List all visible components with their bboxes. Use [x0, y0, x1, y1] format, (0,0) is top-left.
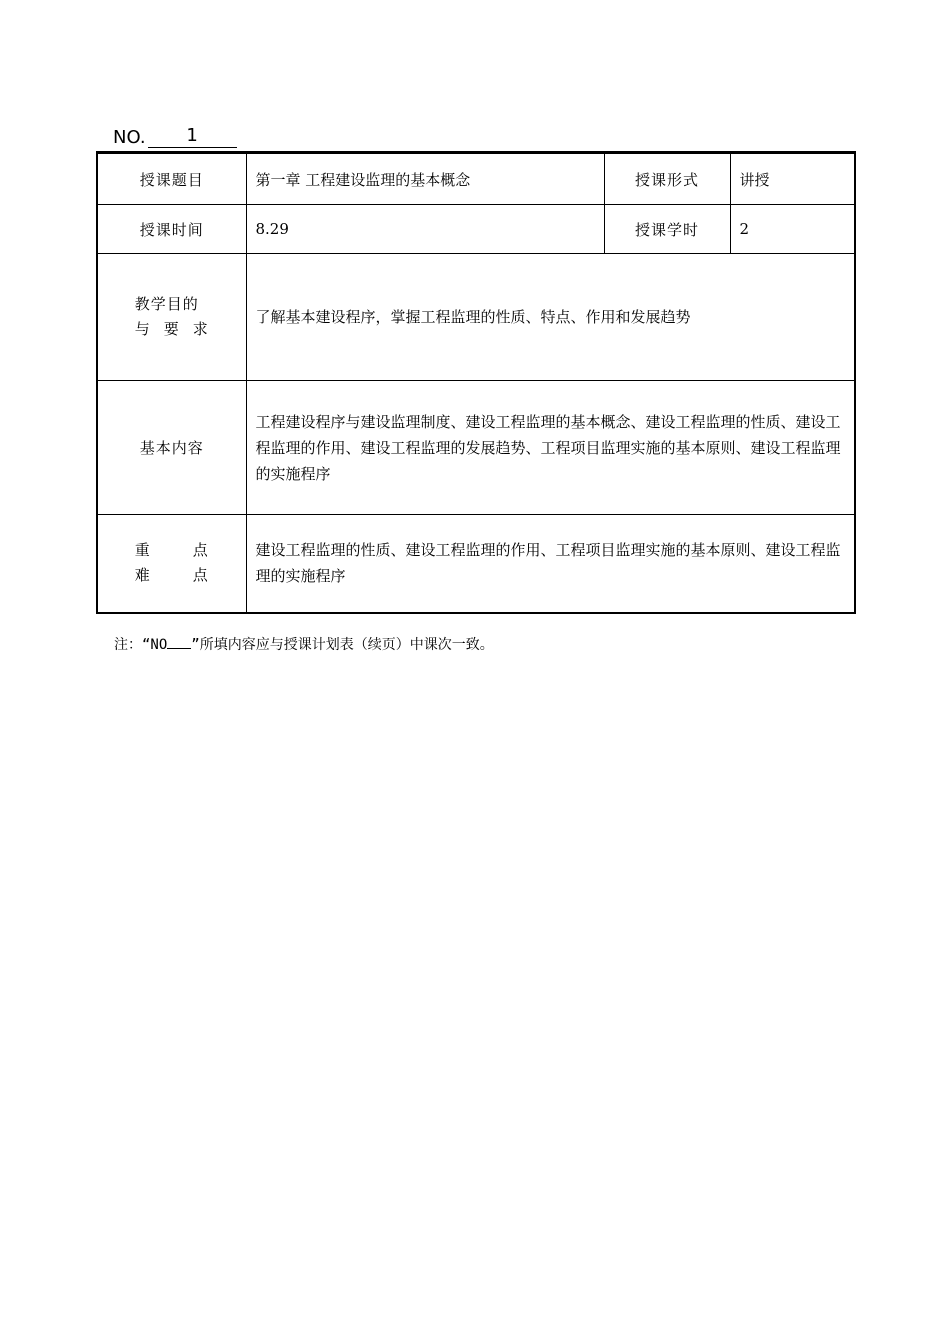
hours-label: 授课学时: [604, 205, 730, 254]
keypoints-content: 建设工程监理的性质、建设工程监理的作用、工程项目监理实施的基本原则、建设工程监理的实施程序: [246, 515, 855, 613]
objectives-label-char: 求: [192, 320, 209, 338]
table-row-objectives: [97, 254, 855, 381]
table-row-content: [97, 381, 855, 515]
lesson-number-value: 1: [148, 125, 237, 148]
table-row-title: [97, 153, 855, 205]
objectives-label-char: 要: [163, 320, 180, 338]
footnote: [114, 634, 494, 654]
keypoints-label-char: 点: [192, 541, 209, 560]
content-label: 基本内容: [97, 381, 246, 515]
form-value: 讲授: [730, 153, 855, 205]
lesson-number-prefix: NO.: [113, 127, 146, 148]
objectives-label-line1: 教学目的: [134, 295, 199, 313]
footnote-prefix: 注：“NO: [114, 637, 168, 653]
time-label: 授课时间: [97, 205, 246, 254]
objectives-label-char: 与: [134, 320, 151, 338]
table-row-keypoints: [97, 515, 855, 613]
content-text: 工程建设程序与建设监理制度、建设工程监理的基本概念、建设工程监理的性质、建设工程监理的作用、建设工程监理的发展趋势、工程项目监理实施的基本原则、建设工程监理的实施程序: [246, 381, 855, 515]
footnote-suffix: ”所填内容应与授课计划表（续页）中课次一致。: [191, 637, 494, 653]
lesson-plan-table: [96, 151, 856, 614]
time-value: 8.29: [246, 205, 604, 254]
keypoints-label-char: 难: [134, 566, 151, 585]
title-label: 授课题目: [97, 153, 246, 205]
keypoints-label-line2: [135, 563, 209, 588]
lesson-number: [113, 120, 237, 148]
footnote-blank: [167, 634, 191, 649]
title-value: 第一章 工程建设监理的基本概念: [246, 153, 604, 205]
objectives-label: [97, 254, 246, 381]
table-row-time: [97, 205, 855, 254]
keypoints-label-line1: [135, 538, 209, 563]
objectives-content: 了解基本建设程序，掌握工程监理的性质、特点、作用和发展趋势: [246, 254, 855, 381]
keypoints-label: [97, 515, 246, 613]
form-label: 授课形式: [604, 153, 730, 205]
hours-value: 2: [730, 205, 855, 254]
keypoints-label-char: 重: [134, 541, 151, 560]
objectives-label-line2: [135, 317, 209, 342]
keypoints-label-char: 点: [192, 566, 209, 585]
